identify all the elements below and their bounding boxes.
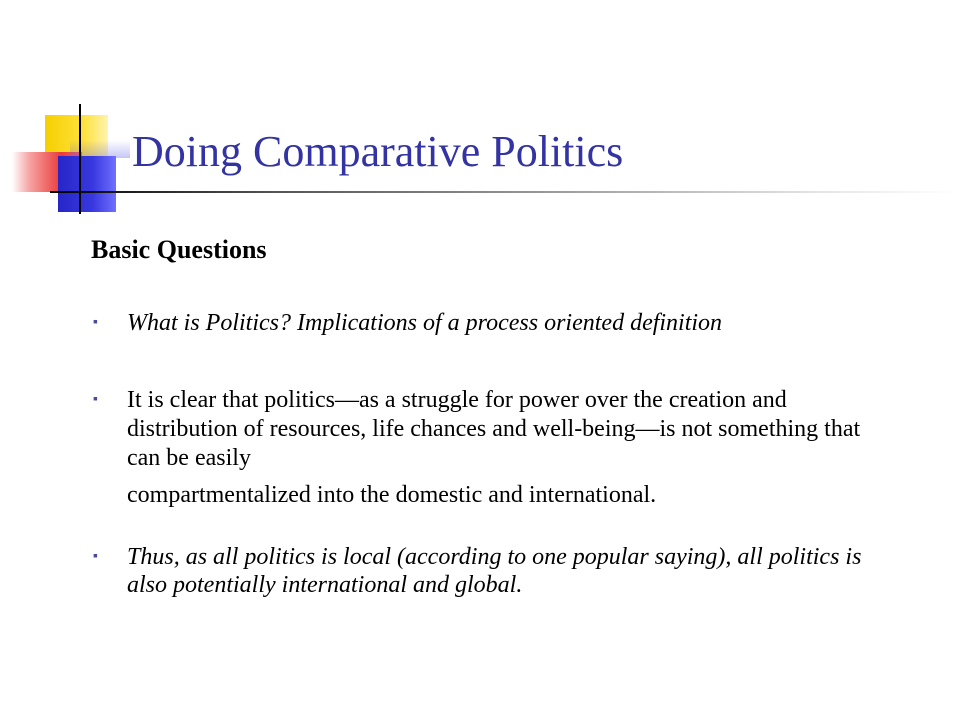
decoration-blue-square bbox=[58, 156, 116, 212]
bullet-text: Thus, as all politics is local (according to one popular saying), all politics is also potentially international and global. bbox=[127, 544, 862, 598]
bullet-text: It is clear that politics—as a struggle for power over the creation and distribution of resources, life chances and well-being—is not something that can be easily bbox=[127, 387, 861, 471]
square-bullet-icon: ▪ bbox=[93, 315, 98, 330]
slide-title: Doing Comparative Politics bbox=[132, 127, 624, 176]
title-underline bbox=[50, 191, 960, 193]
bullet-item bbox=[93, 386, 863, 510]
square-bullet-icon: ▪ bbox=[93, 392, 98, 407]
bullet-item bbox=[93, 309, 863, 337]
bullet-text: What is Politics? Implications of a process oriented definition bbox=[127, 310, 723, 336]
square-bullet-icon: ▪ bbox=[93, 549, 98, 564]
bullet-item bbox=[93, 543, 863, 599]
bullet-text-block bbox=[127, 386, 863, 510]
decoration-vertical-line bbox=[79, 104, 81, 214]
section-subheading: Basic Questions bbox=[91, 235, 267, 264]
bullet-text-continuation: compartmentalized into the domestic and international. bbox=[127, 482, 657, 508]
